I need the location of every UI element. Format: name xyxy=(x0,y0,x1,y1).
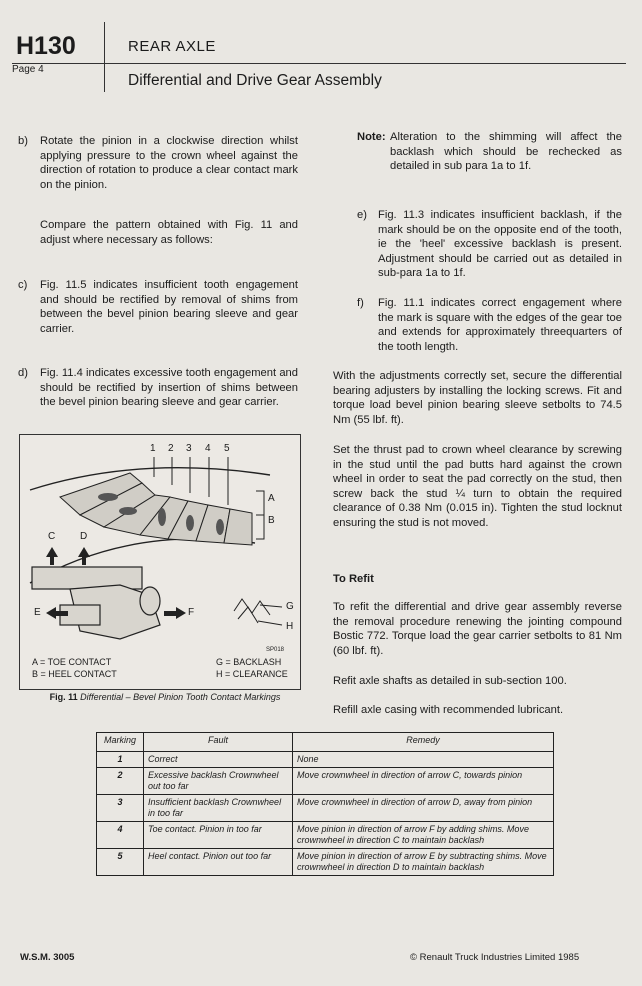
marking-cell: 4 xyxy=(97,822,144,849)
figure-number-1: 1 xyxy=(150,443,156,454)
page-number: Page 4 xyxy=(12,64,44,75)
figure-number-3: 3 xyxy=(186,443,192,454)
figure-caption-number: Fig. 11 xyxy=(49,692,78,702)
paragraph-thrust-pad: Set the thrust pad to crown wheel clearance by screwing in the stud until the pad butts hard against the crown wheel in order to seat the pad correctly on the stud, then screw back the stud ¼ turn to obtain the required clearance of 0.38 Nm (0.015 in). Tighten the stud locknut ensuring the stud is not moved. xyxy=(333,444,622,529)
fault-cell: Insufficient backlash Crownwheel in too far xyxy=(144,795,293,822)
fault-cell: Toe contact. Pinion in too far xyxy=(144,822,293,849)
table-row xyxy=(97,768,554,795)
legend-clearance: H = CLEARANCE xyxy=(216,669,288,679)
paragraph-refit: To refit the differential and drive gear assembly reverse the removal procedure renewing the jointing compound Bostic 772. Torque load the gear carrier setbolts to 81 Nm (60 lbf. ft). xyxy=(333,601,622,657)
fault-remedy-table xyxy=(96,732,554,876)
paragraph-adjusters: With the adjustments correctly set, secure the differential bearing adjusters by installing the locking screws. Fit and torque load bevel pinion bearing sleeve setbolts to 74.5 Nm (55 lbf. ft). xyxy=(333,370,622,426)
legend-toe-contact: A = TOE CONTACT xyxy=(32,657,112,667)
column-header-marking: Marking xyxy=(97,733,144,752)
table-row xyxy=(97,752,554,768)
backlash-detail xyxy=(234,599,282,625)
fault-cell: Excessive backlash Crownwheel out too far xyxy=(144,768,293,795)
step-b-label: b) xyxy=(18,135,28,147)
gear-teeth xyxy=(60,473,252,545)
figure-label-h: H xyxy=(286,621,294,632)
step-e-text: Fig. 11.3 indicates insufficient backlash, if the mark should be on the opposite end of the tooth, ie the 'heel' excessive backlash is present. Adjustment should be carried out as detailed in sub-para 1a to 1f. xyxy=(378,209,622,280)
note-label: Note: xyxy=(357,131,386,143)
figure-label-a: A xyxy=(268,493,275,504)
note-text: Alteration to the shimming will affect the backlash which should be rechecked as detailed in sub para 1a to 1f. xyxy=(390,131,622,173)
paragraph-refill: Refill axle casing with recommended lubricant. xyxy=(333,704,564,716)
footer-copyright: © Renault Truck Industries Limited 1985 xyxy=(410,952,580,963)
figure-label-f: F xyxy=(188,607,195,618)
remedy-cell: Move crownwheel in direction of arrow C, towards pinion xyxy=(293,768,554,795)
marking-cell: 2 xyxy=(97,768,144,795)
column-header-remedy: Remedy xyxy=(293,733,554,752)
arrows-c-d xyxy=(46,547,90,565)
paragraph-refit-shafts: Refit axle shafts as detailed in sub-section 100. xyxy=(333,675,567,687)
figure-number-4: 4 xyxy=(205,443,211,454)
remedy-cell: Move pinion in direction of arrow F by adding shims. Move crownwheel in direction C to maintain backlash xyxy=(293,822,554,849)
step-f-label: f) xyxy=(357,297,364,309)
legend-heel-contact: B = HEEL CONTACT xyxy=(32,669,117,679)
marking-cell: 1 xyxy=(97,752,144,768)
fault-cell: Correct xyxy=(144,752,293,768)
column-header-fault: Fault xyxy=(144,733,293,752)
figure-label-c: C xyxy=(48,531,56,542)
step-d-text: Fig. 11.4 indicates excessive tooth engagement and should be rectified by insertion of shims between the bevel pinion bearing sleeve and gear carrier. xyxy=(40,367,298,409)
legend-backlash: G = BACKLASH xyxy=(216,657,282,667)
fault-cell: Heel contact. Pinion out too far xyxy=(144,849,293,876)
remedy-cell: Move pinion in direction of arrow E by subtracting shims. Move crownwheel in direction D to maintain backlash xyxy=(293,849,554,876)
figure-11-diagram xyxy=(19,434,301,690)
table-header-row xyxy=(97,733,554,752)
remedy-cell: None xyxy=(293,752,554,768)
figure-label-e: E xyxy=(34,607,41,618)
manual-section-code: H130 xyxy=(16,32,76,60)
table-row xyxy=(97,849,554,876)
table-row xyxy=(97,795,554,822)
gear-diagram-svg xyxy=(20,435,300,689)
table-row xyxy=(97,822,554,849)
marking-cell: 5 xyxy=(97,849,144,876)
step-d-label: d) xyxy=(18,367,28,379)
figure-label-d: D xyxy=(80,531,88,542)
figure-label-b: B xyxy=(268,515,275,526)
step-c-text: Fig. 11.5 indicates insufficient tooth engagement and should be rectified by removal of shims from between the bevel pinion bearing sleeve and gear carrier. xyxy=(40,279,298,335)
header-divider-horizontal xyxy=(12,63,626,64)
step-b-text: Rotate the pinion in a clockwise direction whilst applying pressure to the crown wheel against the direction of rotation to produce a clear contact mark on the pinion. xyxy=(40,135,298,191)
figure-caption xyxy=(40,692,290,703)
remedy-cell: Move crownwheel in direction of arrow D, away from pinion xyxy=(293,795,554,822)
figure-code: SP018 xyxy=(266,647,285,653)
step-c-label: c) xyxy=(18,279,28,291)
header-divider-vertical xyxy=(104,22,105,92)
figure-number-5: 5 xyxy=(224,443,230,454)
step-e-label: e) xyxy=(357,209,367,221)
figure-caption-text: Differential – Bevel Pinion Tooth Contact Markings xyxy=(80,692,281,702)
figure-label-g: G xyxy=(286,601,294,612)
compare-text: Compare the pattern obtained with Fig. 11 and adjust where necessary as follows: xyxy=(40,219,298,246)
page-title: Differential and Drive Gear Assembly xyxy=(128,72,382,89)
step-f-text: Fig. 11.1 indicates correct engagement where the mark is square with the edges of the gear toe and extends for approximately threequarters of the tooth length. xyxy=(378,297,622,353)
marking-cell: 3 xyxy=(97,795,144,822)
figure-number-2: 2 xyxy=(168,443,174,454)
dimension-brackets xyxy=(256,491,264,539)
footer-manual-ref: W.S.M. 3005 xyxy=(20,952,75,963)
refit-heading: To Refit xyxy=(333,573,374,585)
pinion-assembly xyxy=(32,567,160,639)
section-title: REAR AXLE xyxy=(128,38,216,55)
crown-wheel-outer-arc xyxy=(30,468,270,490)
